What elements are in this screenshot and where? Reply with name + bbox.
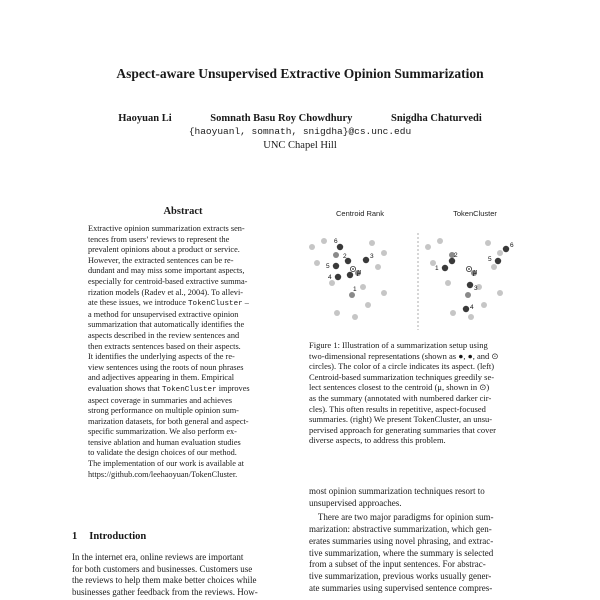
abstract-line: It identifies the underlying aspects of the re- xyxy=(88,352,235,362)
abstract-text: improves xyxy=(216,383,250,393)
caption-line: diverse aspects, to address this problem. xyxy=(309,435,446,446)
abstract-line: dundant and may miss some important aspects, xyxy=(88,266,245,276)
abstract-line xyxy=(88,384,280,396)
caption-line: as the summary (annotated with numbered darker cir- xyxy=(309,392,492,403)
point-light xyxy=(491,264,497,270)
abstract-line: tences from users’ reviews to represent the xyxy=(88,234,230,244)
summary-point xyxy=(467,282,473,288)
right-column-body xyxy=(309,486,534,594)
author-name: Snigdha Chaturvedi xyxy=(391,113,482,124)
summary-rank: 1 xyxy=(353,286,357,293)
paper-title: Aspect-aware Unsupervised Extractive Opinion Summarization xyxy=(116,66,484,81)
abstract-line: However, the extracted sentences can be re- xyxy=(88,255,234,265)
point-light xyxy=(445,280,451,286)
summary-rank: 4 xyxy=(328,274,332,281)
point-light xyxy=(481,302,487,308)
author-name: Haoyuan Li xyxy=(118,113,172,124)
body-line: unsupervised approaches. xyxy=(309,497,402,508)
point-light xyxy=(360,284,366,290)
caption-line: pervised approach for generating summaries that cover xyxy=(309,424,496,435)
summary-point xyxy=(337,244,343,250)
body-line: There are two major paradigms for opinion sum- xyxy=(309,512,494,523)
point-light xyxy=(450,310,456,316)
abstract-line: view sentences using the roots of noun phrases xyxy=(88,362,244,372)
point-light xyxy=(437,238,443,244)
summary-point xyxy=(333,263,339,269)
abstract-line xyxy=(88,298,280,310)
method-name: TokenCluster xyxy=(188,300,243,309)
introduction-body xyxy=(72,552,294,599)
point-light xyxy=(369,240,375,246)
summary-point xyxy=(335,274,341,280)
caption-line: Centroid-based summarization techniques greedily se- xyxy=(309,371,495,382)
point-light xyxy=(485,240,491,246)
summary-rank: 2 xyxy=(454,252,458,259)
point-mid xyxy=(333,252,339,258)
summary-rank: 5 xyxy=(326,263,330,270)
abstract-line: aspects described in the review sentences and xyxy=(88,330,240,340)
point-light xyxy=(334,310,340,316)
abstract-line: to validate the design choices of our method. xyxy=(88,448,237,458)
summary-rank: 3 xyxy=(474,285,478,292)
abstract-link[interactable]: https://github.com/leehaoyuan/TokenCluster. xyxy=(88,469,238,479)
caption-line: Figure 1: Illustration of a summarization setup using xyxy=(309,340,488,350)
abstract-line: a method for unsupervised extractive opinion xyxy=(88,309,239,319)
caption-line: summaries. (right) We present TokenCluster, an unsu- xyxy=(309,414,493,425)
abstract-line: marization datasets, for both general and aspect- xyxy=(88,416,249,426)
section-title: Introduction xyxy=(89,531,147,542)
body-line: from a subset of the input sentences. For abstrac- xyxy=(309,559,486,570)
body-line: ate summaries using supervised sentence compres- xyxy=(309,582,493,593)
abstract-line: rization models (Radev et al., 2004). To allevi- xyxy=(88,287,244,297)
summary-rank: 2 xyxy=(343,253,347,260)
affiliation: UNC Chapel Hill xyxy=(263,140,337,151)
author-emails: {haoyuanl, somnath, snigdha}@cs.unc.edu xyxy=(188,126,412,137)
summary-rank: 4 xyxy=(470,304,474,311)
intro-line: In the internet era, online reviews are important xyxy=(72,552,244,562)
caption-line: lect sentences closest to the centroid (μ, shown in ⊙) xyxy=(309,382,490,393)
abstract-body xyxy=(88,224,280,480)
body-line: most opinion summarization techniques resort to xyxy=(309,486,485,496)
caption-line: circles). The color of a circle indicates its aspect. (left) xyxy=(309,361,495,372)
abstract-text: evaluation shows that xyxy=(88,383,162,393)
abstract-text: ate these issues, we introduce xyxy=(88,298,188,308)
abstract-line: prevalent opinions about a product or service. xyxy=(88,245,240,255)
point-light xyxy=(314,260,320,266)
point-mid xyxy=(465,292,471,298)
point-light xyxy=(321,238,327,244)
abstract-line: The implementation of our work is available at xyxy=(88,459,244,469)
point-light xyxy=(309,244,315,250)
summary-rank: 6 xyxy=(510,242,514,249)
body-line: marization: abstractive summarization, which gen- xyxy=(309,524,492,535)
method-name: TokenCluster xyxy=(161,385,217,394)
centroid-label: μ xyxy=(357,267,362,276)
section-heading-introduction xyxy=(72,531,146,542)
point-light xyxy=(381,290,387,296)
figure-label-tokencluster: TokenCluster xyxy=(453,209,497,218)
figure-caption xyxy=(309,340,531,446)
figure-1 xyxy=(300,205,536,335)
summary-rank: 1 xyxy=(435,265,439,272)
abstract-line: specific summarization. We also perform ex- xyxy=(88,427,237,437)
abstract-line: strong performance on multiple opinion sum- xyxy=(88,406,239,416)
abstract-heading: Abstract xyxy=(163,206,203,217)
summary-rank: 6 xyxy=(334,238,338,245)
centroid-label: μ xyxy=(473,267,478,276)
section-number: 1 xyxy=(72,531,78,542)
point-light xyxy=(497,250,503,256)
summary-point xyxy=(503,246,509,252)
abstract-line: then extracts sentences based on their aspects. xyxy=(88,341,241,351)
abstract-line: and adjectives appearing in them. Empirical xyxy=(88,373,235,383)
abstract-line: especially for centroid-based extractive summa- xyxy=(88,276,248,286)
body-line: erates summaries using novel phrasing, and extrac- xyxy=(309,535,494,546)
summary-point xyxy=(442,265,448,271)
intro-line: the reviews to help them make better choices while xyxy=(72,575,257,586)
point-light xyxy=(375,264,381,270)
centroid-marker xyxy=(352,268,354,270)
summary-point xyxy=(463,306,469,312)
point-light xyxy=(425,244,431,250)
point-light xyxy=(497,290,503,296)
abstract-line: summarization that automatically identifies the xyxy=(88,320,245,330)
point-light xyxy=(381,250,387,256)
body-line: tive summarization, previous works usually gener- xyxy=(309,570,492,581)
abstract-text: – xyxy=(242,298,249,308)
caption-line: cles). This often results in repetitive, aspect-focused xyxy=(309,403,486,414)
abstract-line: aspect coverage in summaries and achieves xyxy=(88,395,232,405)
centroid-marker xyxy=(468,268,470,270)
intro-line: for both customers and businesses. Customers use xyxy=(72,563,253,574)
summary-point xyxy=(495,258,501,264)
summary-rank: 5 xyxy=(488,256,492,263)
author-name: Somnath Basu Roy Chowdhury xyxy=(210,113,353,124)
summary-point xyxy=(347,272,353,278)
summary-point xyxy=(363,257,369,263)
caption-line: two-dimensional representations (shown as ●, ●, and ⊙ xyxy=(309,350,499,361)
abstract-line: tensive ablation and human evaluation studies xyxy=(88,437,241,447)
point-light xyxy=(365,302,371,308)
abstract-line: Extractive opinion summarization extracts sen- xyxy=(88,224,245,233)
point-light xyxy=(468,314,474,320)
intro-line: businesses gather feedback from the reviews. How- xyxy=(72,587,258,598)
point-light xyxy=(352,314,358,320)
author-list xyxy=(0,113,600,124)
body-line: tive summarization, where the summary is selected xyxy=(309,547,494,558)
figure-label-centroid-rank: Centroid Rank xyxy=(336,209,384,218)
summary-rank: 3 xyxy=(370,253,374,260)
